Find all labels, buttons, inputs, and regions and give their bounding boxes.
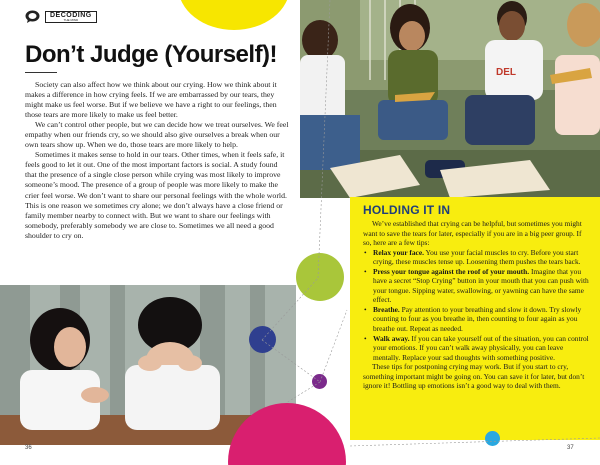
decorative-yellow-circle	[178, 0, 290, 30]
series-subtitle: THE MIND	[63, 17, 79, 22]
bullet-icon: •	[364, 247, 367, 257]
list-item	[363, 334, 591, 363]
tip-heading: Breathe.	[373, 304, 400, 314]
friends-laughing-photo	[300, 0, 600, 198]
decorative-blue-circle	[485, 431, 500, 446]
tip-heading: Press your tongue against the roof of your mouth.	[373, 266, 530, 276]
series-title: DECODING	[50, 11, 92, 19]
bullet-icon: •	[364, 266, 367, 276]
sidebar-body	[363, 219, 591, 391]
paragraph: Sometimes it makes sense to hold in our tears. Other times, when it feels safe, it feels good to let it out. One of the most important factors is social. A study found that the presence of a single close person while crying was most likely to improve someone’s mood. The presence of a group of people was more likely to make the crier feel worse. We don’t want to share our personal feelings with the whole world. This is one reason we sometimes cry alone; we don’t always have a close friend or family member nearby to connect with. But we want to share our feelings with somebody, preferably somebody we are close to. Sometimes we all need a good shoulder to cry on.	[25, 150, 287, 240]
speech-bubble-icon	[25, 10, 40, 23]
page-title: Don’t Judge (Yourself)!	[25, 41, 278, 68]
tip-heading: Relax your face.	[373, 247, 424, 257]
friends-laughing-illustration	[300, 0, 600, 198]
decorative-green-circle	[296, 253, 344, 301]
article-body	[25, 80, 290, 241]
sidebar-title: HOLDING IT IN	[363, 203, 451, 217]
page-number-left: 36	[25, 445, 32, 451]
decorative-navy-circle	[249, 326, 276, 353]
page-number-right: 37	[567, 445, 574, 451]
svg-text:DEL: DEL	[496, 67, 516, 78]
decorative-purple-circle	[312, 374, 327, 389]
series-title-box	[45, 11, 97, 23]
list-item	[363, 267, 591, 305]
series-badge	[25, 10, 97, 23]
sidebar-intro: We’ve established that crying can be helpful, but sometimes you might want to save the tears for later, especially if you are in a big peer group. If so, here are a few tips:	[363, 219, 582, 248]
tip-text: You use your facial muscles to cry. Before you start crying, these muscles tense up. Loosening them pushes the tears back.	[373, 247, 581, 267]
sidebar-closing: These tips for postponing crying may work. But if you start to cry, something important might be going on. You can save it for later, but don’t ignore it! Bottling up emotions isn’t a good way to deal with them.	[363, 362, 585, 391]
tip-text: If you can take yourself out of the situation, you can control your emotions. If you can’t walk away physically, you can leave mentally. Replace your sad thoughts with something positive.	[373, 333, 589, 362]
paragraph: Society can also affect how we think about our crying. How we think about it makes a difference in how crying feels. If we are embarrassed by our tears, they might make us feel worse. But if we believe we have a right to our feelings, then those tears are more likely to make us feel better.	[25, 80, 277, 120]
list-item	[363, 248, 591, 267]
bullet-icon: •	[364, 304, 367, 314]
tips-list	[363, 248, 591, 363]
tip-heading: Walk away.	[373, 333, 410, 343]
tip-text: Pay attention to your breathing and slow it down. Try slowly counting to four as you breathe in, then counting to four again as you breathe out. Repeat as needed.	[373, 304, 582, 334]
bullet-icon: •	[364, 333, 367, 343]
paragraph: We can’t control other people, but we can decide how we treat ourselves. We feel empathy when our friends cry, so we should also give ourselves a break when our own tears show up. When we do, those tears are more likely to help.	[25, 120, 289, 150]
title-underline	[25, 72, 57, 73]
tip-text: Imagine that you have a secret “Stop Crying” button in your mouth that you can push with your tongue. Sipping water, swallowing, or yawning can have the same effect.	[373, 266, 589, 305]
list-item	[363, 305, 591, 334]
